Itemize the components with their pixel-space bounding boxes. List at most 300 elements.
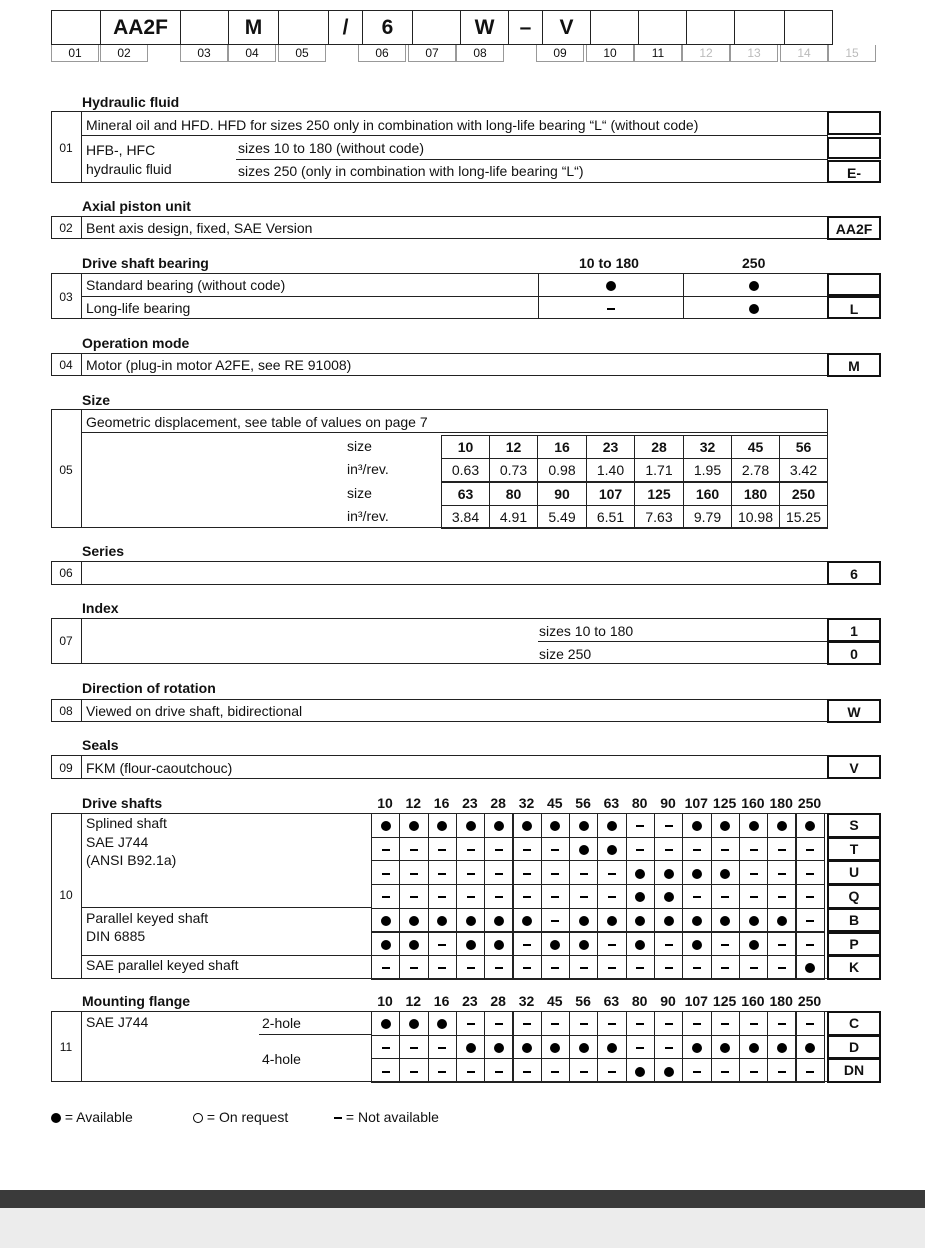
available-dot bbox=[739, 813, 768, 838]
not-available-dash bbox=[541, 908, 570, 933]
available-dot bbox=[371, 1011, 400, 1036]
not-available-dash bbox=[513, 1058, 542, 1083]
not-available-dash bbox=[371, 884, 400, 909]
available-dot bbox=[682, 860, 711, 885]
filled-dot-icon bbox=[550, 821, 560, 831]
available-dot bbox=[569, 1035, 598, 1060]
drive-shafts-title: Drive shafts bbox=[82, 795, 163, 811]
size-description: Geometric displacement, see table of values on page 7 bbox=[86, 414, 428, 430]
not-available-dash bbox=[739, 837, 768, 862]
filled-dot-icon bbox=[635, 1067, 645, 1077]
dash-icon bbox=[523, 1071, 531, 1073]
dash-icon bbox=[523, 944, 531, 946]
available-dot bbox=[739, 932, 768, 957]
size-heading: 23 bbox=[462, 993, 478, 1009]
position-label: 01 bbox=[51, 45, 99, 62]
not-available-dash bbox=[399, 884, 428, 909]
size-heading: 63 bbox=[603, 795, 620, 811]
series-title: Series bbox=[82, 543, 125, 559]
long-life-bearing-text: Long-life bearing bbox=[86, 300, 191, 316]
available-dot bbox=[371, 932, 400, 957]
filled-dot-icon bbox=[409, 940, 419, 950]
not-available-dash bbox=[569, 860, 598, 885]
not-available-dash bbox=[541, 1058, 570, 1083]
dash-icon bbox=[382, 896, 390, 898]
seals-text: FKM (flour-caoutchouc) bbox=[86, 760, 233, 776]
size-value: 160 bbox=[683, 482, 732, 506]
dash-icon bbox=[580, 1071, 588, 1073]
not-available-dash bbox=[654, 1035, 683, 1060]
displacement-value: 5.49 bbox=[537, 505, 587, 529]
dash-icon bbox=[382, 849, 390, 851]
filled-dot-icon bbox=[720, 916, 730, 926]
dash-icon bbox=[410, 967, 418, 969]
size-heading: 80 bbox=[631, 795, 648, 811]
size-value: 32 bbox=[683, 435, 732, 459]
code-box: T bbox=[827, 837, 881, 862]
available-dot bbox=[626, 884, 655, 909]
inrev-label: in³/rev. bbox=[347, 461, 389, 477]
mounting-flange-title: Mounting flange bbox=[82, 993, 191, 1009]
filled-dot-icon bbox=[494, 821, 504, 831]
dash-icon bbox=[523, 849, 531, 851]
available-dot bbox=[513, 813, 542, 838]
dash-icon bbox=[580, 873, 588, 875]
not-available-dash bbox=[654, 932, 683, 957]
available-dot bbox=[597, 837, 626, 862]
size-heading: 160 bbox=[741, 993, 765, 1009]
displacement-value: 0.63 bbox=[441, 458, 490, 482]
not-available-dash bbox=[682, 955, 711, 980]
not-available-dash bbox=[428, 1035, 457, 1060]
dash-icon bbox=[523, 873, 531, 875]
dash-icon bbox=[438, 873, 446, 875]
header-code-cell bbox=[180, 10, 229, 45]
not-available-dash bbox=[371, 860, 400, 885]
size-value: 90 bbox=[537, 482, 587, 506]
code-box bbox=[827, 273, 881, 296]
footer-area bbox=[0, 1208, 925, 1248]
dash-icon bbox=[608, 967, 616, 969]
size-value: 125 bbox=[634, 482, 684, 506]
series-box bbox=[51, 561, 828, 585]
not-available-dash bbox=[711, 1058, 740, 1083]
available-dot bbox=[740, 274, 768, 296]
dash-icon bbox=[608, 1071, 616, 1073]
size-label: size bbox=[347, 438, 372, 454]
not-available-dash bbox=[796, 884, 825, 909]
ansi-label: (ANSI B92.1a) bbox=[86, 852, 177, 868]
size-heading: 250 bbox=[797, 795, 822, 811]
not-available-dash bbox=[796, 837, 825, 862]
displacement-value: 1.40 bbox=[586, 458, 635, 482]
available-dot bbox=[484, 1035, 513, 1060]
dash-icon bbox=[438, 967, 446, 969]
position-label: 04 bbox=[228, 45, 276, 62]
inrev-label: in³/rev. bbox=[347, 508, 389, 524]
available-dot bbox=[626, 932, 655, 957]
size-heading: 16 bbox=[433, 993, 450, 1009]
size-heading: 32 bbox=[518, 993, 535, 1009]
section-number: 03 bbox=[59, 290, 73, 304]
displacement-value: 6.51 bbox=[586, 505, 635, 529]
not-available-dash bbox=[767, 1058, 796, 1083]
not-available-dash bbox=[597, 1058, 626, 1083]
filled-dot-icon bbox=[777, 1043, 787, 1053]
filled-dot-icon bbox=[664, 916, 674, 926]
not-available-dash bbox=[428, 860, 457, 885]
not-available-dash bbox=[739, 884, 768, 909]
dash-icon bbox=[693, 849, 701, 851]
filled-dot-icon bbox=[381, 940, 391, 950]
position-label: 08 bbox=[456, 45, 504, 62]
size-heading: 56 bbox=[575, 993, 591, 1009]
size-heading: 180 bbox=[769, 993, 793, 1009]
header-code-cell bbox=[784, 10, 833, 45]
not-available-dash bbox=[513, 837, 542, 862]
filled-dot-icon bbox=[777, 916, 787, 926]
drive-bearing-col2: 250 bbox=[742, 255, 766, 271]
available-dot bbox=[597, 274, 625, 296]
dash-icon bbox=[693, 1071, 701, 1073]
available-dot bbox=[654, 884, 683, 909]
displacement-value: 0.73 bbox=[489, 458, 538, 482]
hydraulic-fluid-hfb-label2: hydraulic fluid bbox=[86, 161, 172, 177]
not-available-dash bbox=[711, 884, 740, 909]
displacement-value: 1.95 bbox=[683, 458, 732, 482]
not-available-dash bbox=[541, 1011, 570, 1036]
displacement-value: 15.25 bbox=[779, 505, 828, 529]
not-available-dash bbox=[484, 837, 513, 862]
available-dot bbox=[682, 932, 711, 957]
not-available-dash bbox=[626, 1035, 655, 1060]
not-available-dash bbox=[569, 1011, 598, 1036]
not-available-dash bbox=[682, 884, 711, 909]
dash-icon bbox=[580, 896, 588, 898]
filled-dot-icon bbox=[777, 821, 787, 831]
dash-icon bbox=[580, 967, 588, 969]
legend-on-request: = On request bbox=[193, 1109, 288, 1125]
header-code-cell: W bbox=[460, 10, 509, 45]
not-available-dash bbox=[597, 297, 625, 319]
axial-piston-text: Bent axis design, fixed, SAE Version bbox=[86, 220, 313, 236]
code-box-e: E- bbox=[827, 160, 881, 183]
size-heading: 12 bbox=[405, 993, 422, 1009]
not-available-dash bbox=[711, 932, 740, 957]
dash-icon bbox=[636, 849, 644, 851]
size-value: 16 bbox=[537, 435, 587, 459]
size-heading: 45 bbox=[547, 993, 563, 1009]
header-code-cell bbox=[412, 10, 461, 45]
available-dot bbox=[767, 908, 796, 933]
dash-icon bbox=[608, 944, 616, 946]
dash-icon bbox=[778, 967, 786, 969]
dash-icon bbox=[750, 1071, 758, 1073]
dash-icon bbox=[778, 873, 786, 875]
not-available-dash bbox=[371, 955, 400, 980]
dash-icon bbox=[750, 1023, 758, 1025]
sae-parallel-keyed-label: SAE parallel keyed shaft bbox=[86, 957, 239, 973]
not-available-dash bbox=[796, 1011, 825, 1036]
not-available-dash bbox=[767, 837, 796, 862]
available-dot bbox=[484, 908, 513, 933]
size-value: 250 bbox=[779, 482, 828, 506]
not-available-dash bbox=[597, 884, 626, 909]
displacement-value: 7.63 bbox=[634, 505, 684, 529]
dash-icon bbox=[806, 849, 814, 851]
open-circle-icon bbox=[193, 1113, 203, 1123]
dash-icon bbox=[551, 1023, 559, 1025]
filled-dot-icon bbox=[607, 1043, 617, 1053]
available-dot bbox=[513, 1035, 542, 1060]
size-heading: 10 bbox=[377, 993, 393, 1009]
dash-icon bbox=[551, 849, 559, 851]
dash-icon bbox=[665, 967, 673, 969]
size-heading: 45 bbox=[547, 795, 563, 811]
code-box: B bbox=[827, 908, 881, 933]
not-available-dash bbox=[767, 1011, 796, 1036]
header-code-cell bbox=[686, 10, 735, 45]
hydraulic-fluid-hfb-label: HFB-, HFC bbox=[86, 142, 156, 158]
available-dot bbox=[597, 1035, 626, 1060]
footer-bar bbox=[0, 1190, 925, 1208]
available-dot bbox=[682, 908, 711, 933]
size-value: 23 bbox=[586, 435, 635, 459]
dash-icon bbox=[551, 873, 559, 875]
dash-icon bbox=[551, 1071, 559, 1073]
not-available-dash bbox=[767, 860, 796, 885]
dash-icon bbox=[580, 1023, 588, 1025]
available-dot bbox=[711, 860, 740, 885]
dash-icon bbox=[636, 1047, 644, 1049]
sae-j744-flange-label: SAE J744 bbox=[86, 1014, 149, 1030]
operation-mode-text: Motor (plug-in motor A2FE, see RE 91008) bbox=[86, 357, 352, 373]
filled-dot-icon bbox=[579, 821, 589, 831]
dash-icon bbox=[778, 896, 786, 898]
not-available-dash bbox=[654, 813, 683, 838]
size-heading: 180 bbox=[769, 795, 793, 811]
hydraulic-fluid-sizes-text: sizes 10 to 180 (without code) bbox=[238, 140, 424, 156]
filled-dot-icon bbox=[494, 916, 504, 926]
not-available-dash bbox=[739, 860, 768, 885]
code-box-6: 6 bbox=[827, 561, 881, 585]
dash-icon bbox=[806, 944, 814, 946]
not-available-dash bbox=[739, 1058, 768, 1083]
displacement-value: 4.91 bbox=[489, 505, 538, 529]
not-available-dash bbox=[399, 1035, 428, 1060]
filled-dot-icon bbox=[522, 916, 532, 926]
available-dot bbox=[796, 813, 825, 838]
header-code-cell: V bbox=[542, 10, 591, 45]
not-available-dash bbox=[796, 1058, 825, 1083]
not-available-dash bbox=[626, 813, 655, 838]
header-code-cell bbox=[590, 10, 639, 45]
size-value: 28 bbox=[634, 435, 684, 459]
not-available-dash bbox=[739, 955, 768, 980]
filled-dot-icon bbox=[494, 1043, 504, 1053]
size-value: 10 bbox=[441, 435, 490, 459]
filled-dot-icon bbox=[635, 916, 645, 926]
not-available-dash bbox=[541, 884, 570, 909]
available-dot bbox=[739, 1035, 768, 1060]
section-number: 01 bbox=[59, 141, 73, 155]
filled-dot-icon bbox=[720, 869, 730, 879]
available-dot bbox=[541, 813, 570, 838]
dash-icon bbox=[608, 896, 616, 898]
dash-icon bbox=[778, 1023, 786, 1025]
filled-dot-icon bbox=[692, 821, 702, 831]
header-code-cell: AA2F bbox=[100, 10, 181, 45]
sae-j744-label: SAE J744 bbox=[86, 834, 149, 850]
displacement-value: 3.84 bbox=[441, 505, 490, 529]
available-dot bbox=[597, 813, 626, 838]
not-available-dash bbox=[711, 837, 740, 862]
position-label: 03 bbox=[180, 45, 228, 62]
code-box: Q bbox=[827, 884, 881, 909]
section-number: 05 bbox=[59, 463, 73, 477]
size-value: 12 bbox=[489, 435, 538, 459]
dash-icon bbox=[750, 896, 758, 898]
section-number: 04 bbox=[59, 358, 73, 372]
available-dot bbox=[399, 1011, 428, 1036]
dash-icon bbox=[721, 1071, 729, 1073]
index-size250-text: size 250 bbox=[539, 646, 592, 662]
not-available-dash bbox=[513, 932, 542, 957]
size-heading: 80 bbox=[631, 993, 648, 1009]
not-available-dash bbox=[484, 1058, 513, 1083]
not-available-dash bbox=[513, 860, 542, 885]
size-heading: 125 bbox=[712, 795, 737, 811]
filled-dot-icon bbox=[381, 916, 391, 926]
filled-dot-icon bbox=[437, 821, 447, 831]
filled-dot-icon bbox=[664, 892, 674, 902]
filled-dot-icon bbox=[607, 845, 617, 855]
dash-icon bbox=[495, 896, 503, 898]
section-number: 06 bbox=[59, 566, 73, 580]
dash-icon bbox=[495, 873, 503, 875]
available-dot bbox=[513, 908, 542, 933]
size-heading: 23 bbox=[462, 795, 478, 811]
size-heading: 32 bbox=[518, 795, 535, 811]
dash-icon bbox=[721, 1023, 729, 1025]
legend-available: = Available bbox=[51, 1109, 133, 1125]
code-box: S bbox=[827, 813, 881, 838]
dash-icon bbox=[410, 1047, 418, 1049]
code-box-v: V bbox=[827, 755, 881, 779]
not-available-dash bbox=[484, 884, 513, 909]
dash-icon bbox=[665, 1023, 673, 1025]
hydraulic-fluid-title: Hydraulic fluid bbox=[82, 94, 180, 110]
filled-dot-icon bbox=[579, 916, 589, 926]
dash-icon bbox=[750, 849, 758, 851]
available-dot bbox=[371, 813, 400, 838]
not-available-dash bbox=[456, 837, 485, 862]
code-box: U bbox=[827, 860, 881, 885]
available-dot bbox=[569, 837, 598, 862]
not-available-dash bbox=[484, 1011, 513, 1036]
not-available-dash bbox=[682, 837, 711, 862]
code-box-1: 1 bbox=[827, 618, 881, 642]
not-available-dash bbox=[428, 837, 457, 862]
available-dot bbox=[428, 908, 457, 933]
section-number: 11 bbox=[59, 1040, 73, 1054]
code-box-l: L bbox=[827, 296, 881, 319]
filled-dot-icon bbox=[664, 869, 674, 879]
filled-dot-icon bbox=[607, 821, 617, 831]
dash-icon bbox=[523, 896, 531, 898]
dash-icon bbox=[806, 1023, 814, 1025]
filled-dot-icon bbox=[466, 940, 476, 950]
dash-icon bbox=[778, 1071, 786, 1073]
dash-icon bbox=[495, 849, 503, 851]
not-available-dash bbox=[711, 1011, 740, 1036]
dash-icon bbox=[410, 1071, 418, 1073]
not-available-dash bbox=[767, 884, 796, 909]
dash-icon bbox=[806, 896, 814, 898]
displacement-value: 10.98 bbox=[731, 505, 780, 529]
not-available-dash bbox=[484, 955, 513, 980]
not-available-dash bbox=[513, 955, 542, 980]
not-available-dash bbox=[626, 837, 655, 862]
index-sizes-text: sizes 10 to 180 bbox=[539, 623, 634, 639]
filled-dot-icon bbox=[749, 940, 759, 950]
section-number: 08 bbox=[59, 704, 73, 718]
filled-dot-icon bbox=[692, 940, 702, 950]
dash-icon bbox=[410, 896, 418, 898]
not-available-dash bbox=[626, 955, 655, 980]
not-available-dash bbox=[767, 955, 796, 980]
two-hole-label: 2-hole bbox=[262, 1015, 301, 1031]
dash-icon bbox=[551, 896, 559, 898]
dash-icon bbox=[806, 873, 814, 875]
dash-icon bbox=[495, 1023, 503, 1025]
not-available-dash bbox=[597, 860, 626, 885]
not-available-dash bbox=[399, 837, 428, 862]
filled-dot-icon bbox=[579, 940, 589, 950]
not-available-dash bbox=[597, 955, 626, 980]
not-available-dash bbox=[456, 860, 485, 885]
not-available-dash bbox=[399, 955, 428, 980]
filled-dot-icon bbox=[635, 940, 645, 950]
available-dot bbox=[399, 813, 428, 838]
dash-icon bbox=[438, 849, 446, 851]
dash-icon bbox=[750, 967, 758, 969]
position-label: 02 bbox=[100, 45, 148, 62]
drive-bearing-title: Drive shaft bearing bbox=[82, 255, 209, 271]
direction-text: Viewed on drive shaft, bidirectional bbox=[86, 703, 303, 719]
available-dot bbox=[541, 1035, 570, 1060]
code-box: D bbox=[827, 1035, 881, 1060]
position-label: 06 bbox=[358, 45, 406, 62]
position-label: 11 bbox=[634, 45, 682, 62]
filled-dot-icon bbox=[692, 916, 702, 926]
available-dot bbox=[626, 908, 655, 933]
filled-dot-icon bbox=[51, 1113, 61, 1123]
not-available-dash bbox=[456, 884, 485, 909]
dash-icon bbox=[693, 896, 701, 898]
dash-icon bbox=[721, 944, 729, 946]
filled-dot-icon bbox=[550, 1043, 560, 1053]
hydraulic-fluid-sizes250-text: sizes 250 (only in combination with long-life bearing “L“) bbox=[238, 163, 584, 179]
dash-icon bbox=[334, 1117, 342, 1119]
available-dot bbox=[654, 908, 683, 933]
dash-icon bbox=[382, 1047, 390, 1049]
dash-icon bbox=[438, 1047, 446, 1049]
size-label: size bbox=[347, 485, 372, 501]
header-code-cell bbox=[638, 10, 687, 45]
dash-icon bbox=[438, 896, 446, 898]
drive-bearing-col1: 10 to 180 bbox=[579, 255, 639, 271]
